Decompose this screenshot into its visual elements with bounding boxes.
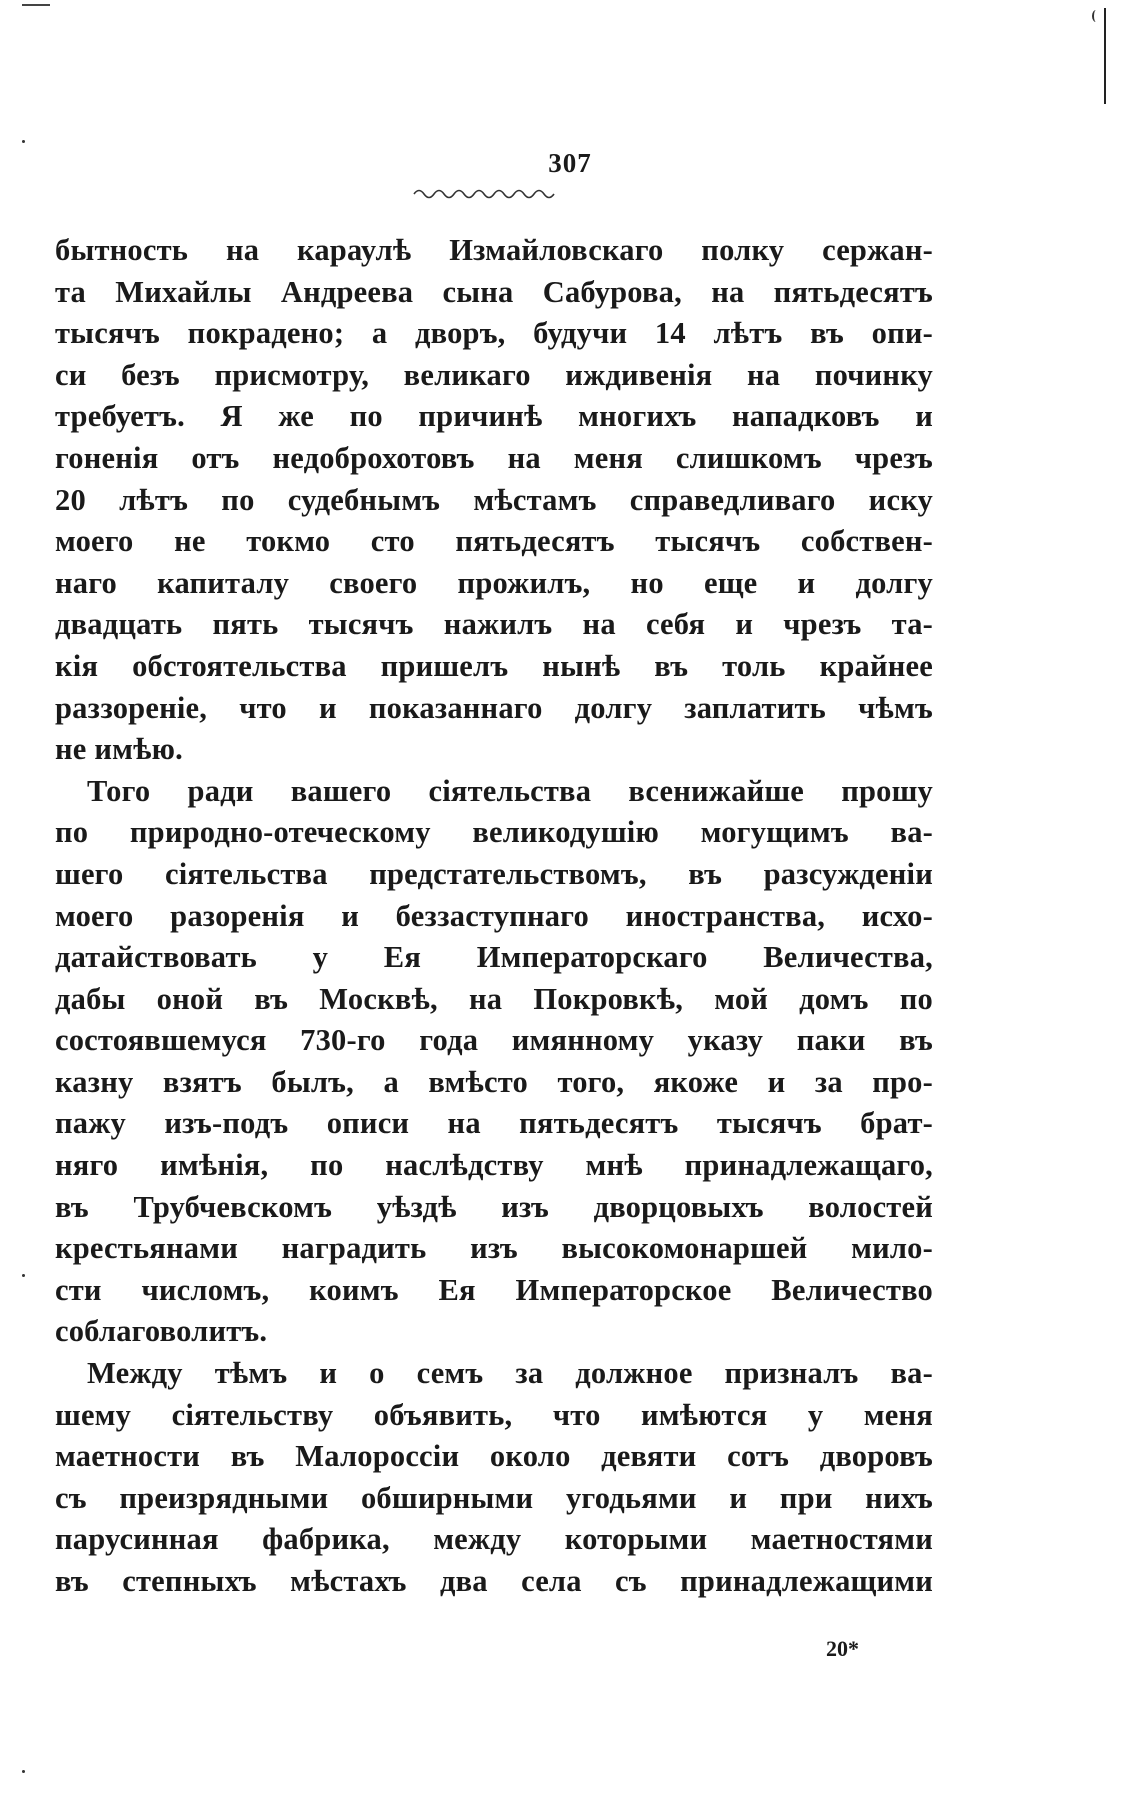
- text-line: въ степныхъ мѣстахъ два села съ принадлежащими: [55, 1564, 933, 1598]
- text-line: маетности въ Малороссіи около девяти сотъ дворовъ: [55, 1439, 933, 1474]
- paragraph: [55, 230, 933, 771]
- text-line: шего сіятельства предстательствомъ, въ разсужденіи: [55, 856, 933, 891]
- text-line: казну взятъ былъ, а вмѣсто того, якоже и за про-: [55, 1064, 933, 1099]
- text-line: раззореніе, что и показаннаго долгу заплатить чѣмъ: [55, 690, 933, 725]
- text-line: датайствовать у Ея Императорскаго Величества,: [55, 940, 933, 975]
- text-line: 20 лѣтъ по судебнымъ мѣстамъ справедливаго иску: [55, 482, 933, 517]
- text-line: шему сіятельству объявить, что имѣются у меня: [55, 1397, 933, 1432]
- text-line: сти числомъ, коимъ Ея Императорское Величество: [55, 1272, 933, 1307]
- scan-edge-line: [1104, 8, 1106, 104]
- text-line: та Михайлы Андреева сына Сабурова, на пятьдесятъ: [55, 274, 933, 309]
- text-line: кія обстоятельства пришелъ нынѣ въ толь крайнее: [55, 648, 933, 683]
- scan-edge-mark: [1092, 10, 1100, 22]
- page-number: 307: [548, 148, 592, 178]
- paragraph: [55, 1353, 933, 1603]
- text-line: въ Трубчевскомъ уѣздѣ изъ дворцовыхъ волостей: [55, 1189, 933, 1224]
- text-line: по природно-отеческому великодушію могущимъ ва-: [55, 815, 933, 850]
- scan-speck: [22, 1770, 25, 1773]
- wavy-rule-ornament: [412, 186, 560, 200]
- text-line: тысячъ покрадено; а дворъ, будучи 14 лѣтъ въ опи-: [55, 316, 933, 351]
- text-line: не имѣю.: [55, 732, 183, 767]
- text-line: няго имѣнія, по наслѣдству мнѣ принадлежащаго,: [55, 1148, 933, 1183]
- printer-signature-mark: 20*: [826, 1636, 859, 1661]
- text-line: двадцать пять тысячъ нажилъ на себя и чрезъ та-: [55, 607, 933, 642]
- text-line: крестьянами наградить изъ высокомонаршей мило-: [55, 1231, 933, 1266]
- paragraph: [55, 771, 933, 1353]
- text-line: пажу изъ-подъ описи на пятьдесятъ тысячъ брат-: [55, 1106, 933, 1141]
- text-line: Между тѣмъ и о семъ за должное призналъ ва-: [87, 1356, 933, 1391]
- text-line: бытность на караулѣ Измайловскаго полку сержан-: [55, 233, 933, 267]
- text-line: моего не токмо сто пятьдесятъ тысячъ собствен-: [55, 524, 933, 559]
- text-line: съ преизрядными обширными угодьями и при нихъ: [55, 1480, 933, 1515]
- text-line: гоненія отъ недоброхотовъ на меня слишкомъ чрезъ: [55, 440, 933, 475]
- text-line: требуетъ. Я же по причинѣ многихъ нападковъ и: [55, 399, 933, 434]
- text-line: си безъ присмотру, великаго иждивенія на починку: [55, 357, 933, 392]
- text-line: моего разоренія и беззаступнаго иностранства, исхо-: [55, 898, 933, 933]
- scan-speck: [22, 1274, 25, 1277]
- text-line: дабы оной въ Москвѣ, на Покровкѣ, мой домъ по: [55, 981, 933, 1016]
- text-line: Того ради вашего сіятельства всенижайше прошу: [87, 773, 933, 808]
- text-line: состоявшемуся 730-го года имянному указу паки въ: [55, 1023, 933, 1058]
- text-line: наго капиталу своего прожилъ, но еще и долгу: [55, 565, 933, 600]
- scan-edge-mark: [22, 4, 50, 6]
- text-body: [55, 230, 933, 1603]
- text-line: парусинная фабрика, между которыми маетностями: [55, 1522, 933, 1557]
- text-line: соблаговолитъ.: [55, 1314, 268, 1349]
- scan-speck: [22, 140, 25, 143]
